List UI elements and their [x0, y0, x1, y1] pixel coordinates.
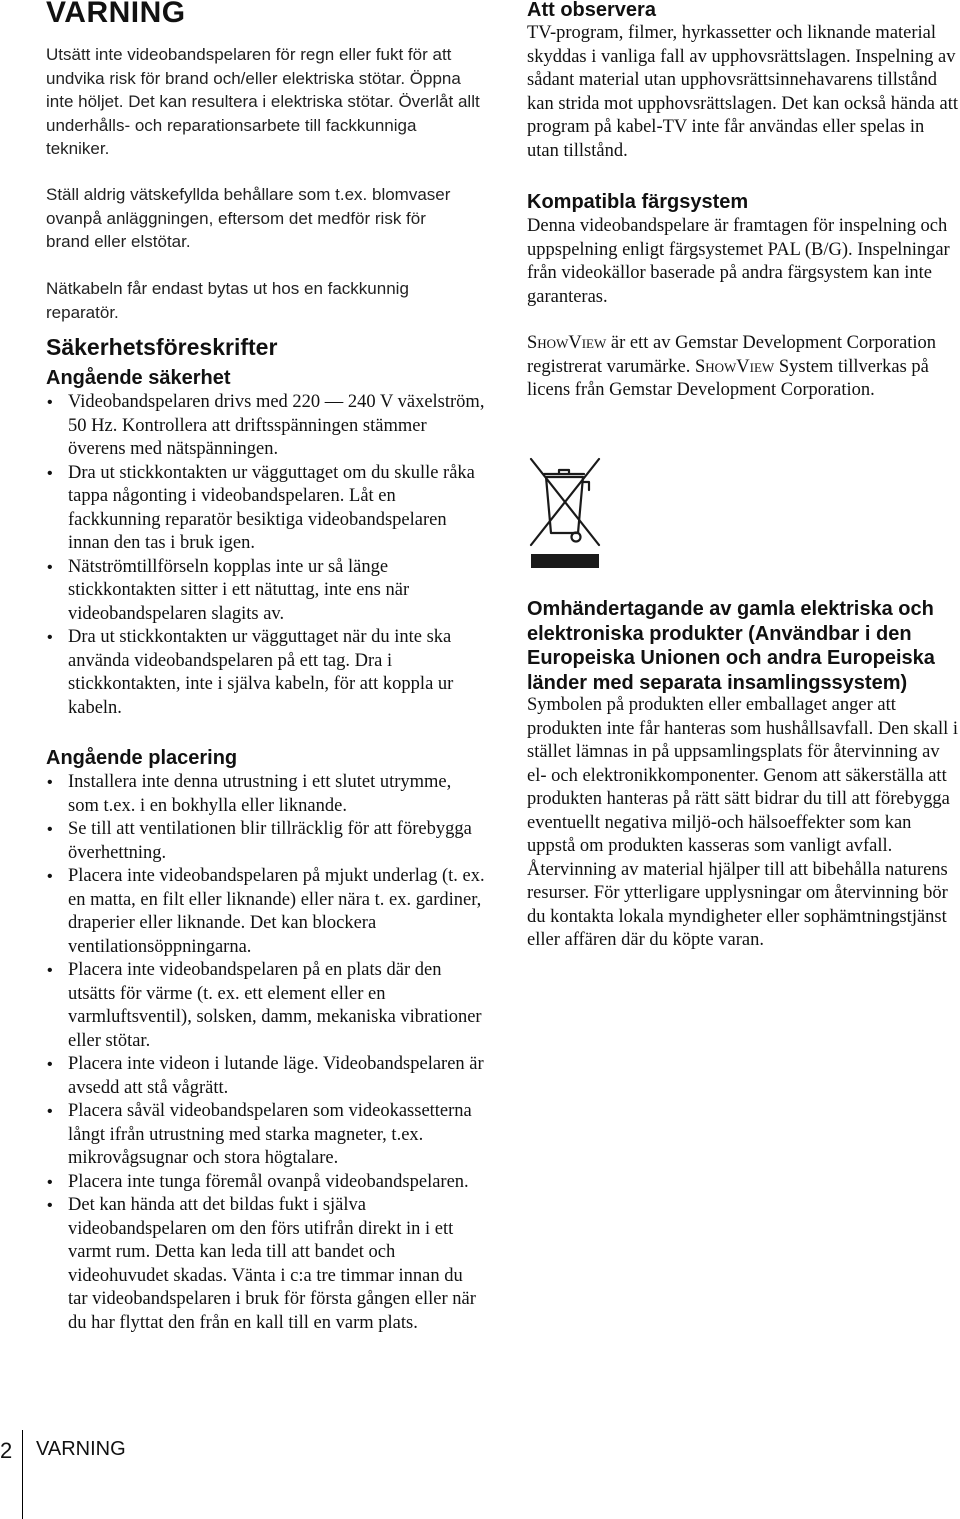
list-item: • Placera inte videon i lutande läge. Videobandspelaren är avsedd att stå vågrätt.: [46, 1053, 486, 1100]
showview-text-1: är ett av Gemstar Development Corporation registrerat varumärke.: [527, 333, 937, 377]
list-item: • Placera inte videobandspelaren på mjukt underlag (t. ex. en matta, en filt eller liknande) eller nära t. ex. gardiner, draperier eller liknande. Det kan blockera ventilationsöppningarna.: [46, 865, 486, 959]
showview-text-2: System tillverkas på licens från Gemstar Development Corporation.: [527, 356, 929, 400]
list-item: • Placera inte videobandspelaren på en plats där den utsätts för värme (t. ex. ett element eller en varmluftsventil), solsken, damm, mekaniska vibrationer eller stötar.: [46, 959, 486, 1053]
placement-list: [46, 771, 486, 1335]
warning-paragraph-1: Utsätt inte videobandspelaren för regn eller fukt för att undvika risk för brand och/eller elektriska stötar. Öppna inte höljet. Det kan resultera i elektriska stötar. Överlåt allt underhålls- och reparationsarbete till fackkunniga tekniker.: [46, 45, 480, 158]
showview-brand: ShowView: [527, 333, 607, 353]
disposal-text: Symbolen på produkten eller emballaget anger att produkten inte får hanteras som hushållsavfall. Den skall i stället lämnas in på uppsamlingsplats för återvinning av el- och elektronikkomponenter. Genom att säkerställa att produkten hanteras på rätt sätt bidrar du till att förebygga eventuellt negativa miljö-och hälsoeffekter som kan uppstå om produkten kasseras som vanligt avfall. Återvinning av material hjälper till att bibehålla naturens resurser. För ytterligare upplysningar om återvinning bör du kontakta lokala myndigheter eller sophämtningstjänst eller affären där du köpte varan.: [527, 695, 959, 950]
warning-paragraph-2: Ställ aldrig vätskefyllda behållare som t.ex. blomvaser ovanpå anläggningen, eftersom det medför risk för brand eller elstötar.: [46, 185, 451, 251]
crossed-out-wheelie-bin-icon: [527, 455, 603, 570]
list-item: • Dra ut stickkontakten ur vägguttaget om du skulle råka tappa någonting i videobandspelaren. Låt en fackkunning reparatör besiktiga videobandspelaren innan den tas i bruk igen.: [46, 462, 486, 556]
disposal-heading: Omhändertagande av gamla elektriska och elektroniska produkter (Användbar i den Europeiska Unionen och andra Europeiska länder med separata insamlingssystem): [527, 598, 935, 694]
safety-list: [46, 391, 486, 720]
warning-paragraph-3: Nätkabeln får endast bytas ut hos en fackkunnig reparatör.: [46, 279, 409, 322]
page-number: 2: [0, 1438, 13, 1463]
observe-heading: Att observera: [527, 0, 656, 21]
footer-label: VARNING: [36, 1438, 126, 1460]
list-item: • Se till att ventilationen blir tillräcklig för att förebygga överhettning.: [46, 818, 486, 865]
placement-subheading: Angående placering: [46, 747, 238, 769]
list-item: • Videobandspelaren drivs med 220 — 240 V växelström, 50 Hz. Kontrollera att driftsspänningen stämmer överens med nätspänningen.: [46, 391, 486, 462]
safety-subheading: Angående säkerhet: [46, 367, 231, 389]
page-title: VARNING: [46, 0, 186, 29]
list-item: • Placera såväl videobandspelaren som videokassetterna långt ifrån utrustning med starka magneter, t.ex. mikrovågsugnar och stora högtalare.: [46, 1100, 486, 1171]
list-item: • Det kan hända att det bildas fukt i själva videobandspelaren om den förs utifrån direkt in i ett varmt rum. Detta kan leda till att bandet och videohuvudet skadas. Vänta i c:a tre timmar innan du tar videobandspelaren i bruk för första gången eller när du har flyttat den från en kall till en varm plats.: [46, 1194, 486, 1335]
color-systems-text: Denna videobandspelare är framtagen för inspelning och uppspelning enligt färgsystemet PAL (B/G). Inspelningar från videokällor baserade på andra färgsystem kan inte garanteras.: [527, 216, 950, 307]
list-item: • Nätströmtillförseln kopplas inte ur så länge stickkontakten sitter i ett nätuttag, inte ens när videobandspelaren slagits av.: [46, 556, 486, 627]
list-item: • Placera inte tunga föremål ovanpå videobandspelaren.: [46, 1171, 486, 1195]
observe-text: TV-program, filmer, hyrkassetter och liknande material skyddas i vanliga fall av upphovsrättslagen. Inspelning av sådant material utan upphovsrättsinnehavarens tillstånd kan strida mot upphovsrättslagen. Det kan också hända att program på kabel-TV inte får användas eller spelas in utan tillstånd.: [527, 23, 959, 161]
safety-section-title: Säkerhetsföreskrifter: [46, 334, 278, 360]
showview-brand: ShowView: [694, 356, 775, 377]
list-item: • Dra ut stickkontakten ur vägguttaget när du inte ska använda videobandspelaren på ett tag. Dra i stickkontakten, inte i själva kabeln, för att koppla ur kabeln.: [46, 626, 486, 720]
showview-trademark-text: [527, 332, 937, 403]
color-systems-heading: Kompatibla färgsystem: [527, 191, 749, 213]
footer-divider: [22, 1430, 23, 1519]
list-item: • Installera inte denna utrustning i ett slutet utrymme, som t.ex. i en bokhylla eller liknande.: [46, 771, 486, 818]
